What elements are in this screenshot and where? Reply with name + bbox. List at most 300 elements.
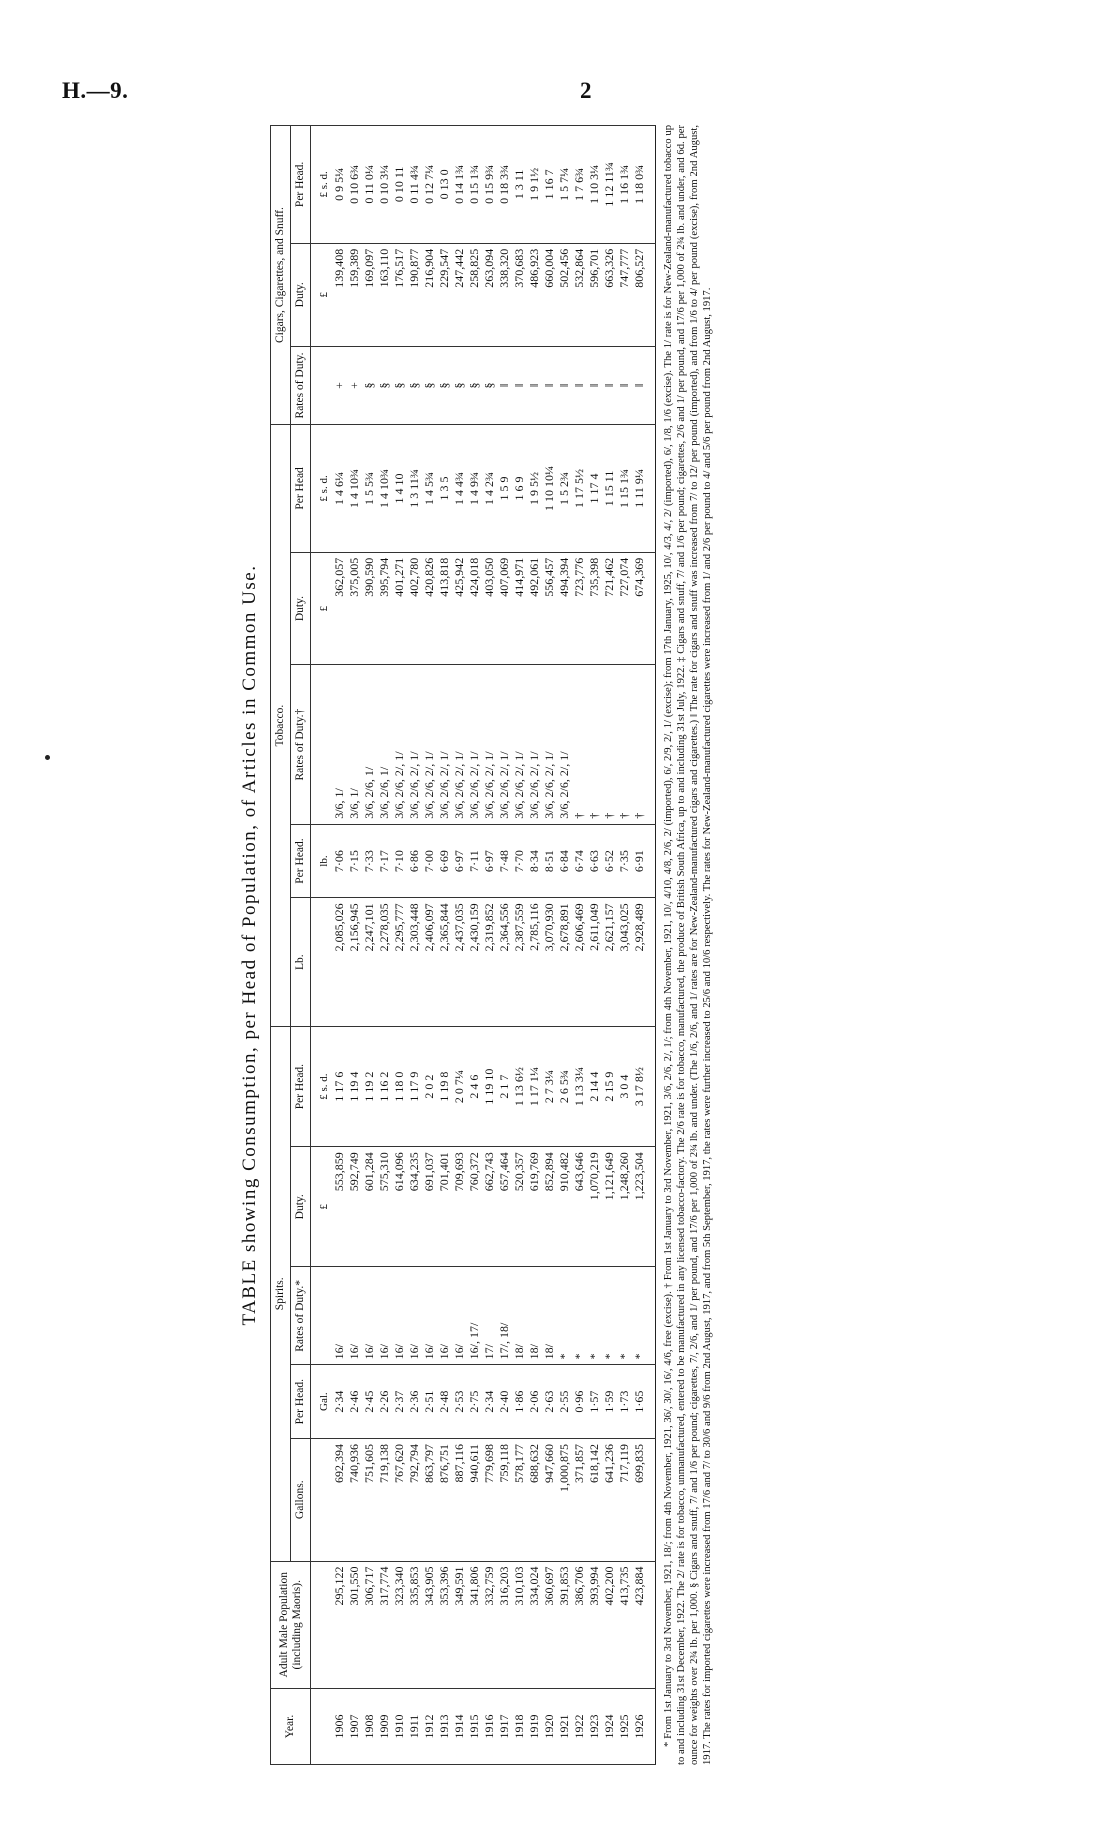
cell-tobacco-per-head: 7·15	[347, 824, 362, 898]
cell-cigars-rates: ‖	[572, 346, 587, 424]
cell-cigars-per-head: 0 11 4¾	[407, 126, 422, 244]
cell-cigars-rates: ‖	[587, 346, 602, 424]
cell-spirits-duty-per-head: 1 19 10	[482, 1027, 497, 1147]
table-row	[422, 126, 437, 1765]
cell-spirits-duty: 592,749	[347, 1147, 362, 1267]
cell-spirits-per-head: 2·40	[497, 1365, 512, 1439]
cell-tobacco-rates: 3/6, 1/	[332, 665, 347, 824]
cell-tobacco-duty: 407,069	[497, 552, 512, 665]
cell-tobacco-rates: 3/6, 2/6, 2/, 1/	[542, 665, 557, 824]
cell-year: 1925	[617, 1689, 632, 1765]
cell-tobacco-rates: 3/6, 2/6, 2/, 1/	[557, 665, 572, 824]
cell-year: 1910	[392, 1689, 407, 1765]
cell-cigars-rates: ‖	[617, 346, 632, 424]
cell-cigars-rates: ‖	[557, 346, 572, 424]
cell-population: 349,591	[452, 1561, 467, 1688]
cell-tobacco-per-head: 6·63	[587, 824, 602, 898]
cell-population: 332,759	[482, 1561, 497, 1688]
cell-cigars-per-head: 1 7 6¾	[572, 126, 587, 244]
cell-cigars-per-head: 0 10 3¼	[377, 126, 392, 244]
cell-tobacco-lb: 2,621,157	[602, 898, 617, 1027]
cell-population: 391,853	[557, 1561, 572, 1688]
cell-tobacco-per-head: 6·86	[407, 824, 422, 898]
cell-spirits-gallons: 887,116	[452, 1438, 467, 1561]
cell-tobacco-lb: 2,606,469	[572, 898, 587, 1027]
table-row	[497, 126, 512, 1765]
cell-tobacco-rates: 3/6, 2/6, 2/, 1/	[422, 665, 437, 824]
cell-spirits-per-head: 2·51	[422, 1365, 437, 1439]
cell-spirits-duty: 575,310	[377, 1147, 392, 1267]
cell-cigars-rates: §	[482, 346, 497, 424]
cell-cigars-rates: ‖	[527, 346, 542, 424]
cell-spirits-duty-per-head: 3 17 8½	[632, 1027, 656, 1147]
cell-cigars-rates: §	[362, 346, 377, 424]
cell-tobacco-duty: 721,462	[602, 552, 617, 665]
cell-spirits-duty: 709,693	[452, 1147, 467, 1267]
cell-tobacco-duty-per-head: 1 9 5½	[527, 425, 542, 553]
group-cigars: Cigars, Cigarettes, and Snuff.	[271, 126, 291, 425]
cell-population: 334,024	[527, 1561, 542, 1688]
cell-cigars-duty: 486,923	[527, 243, 542, 346]
unit-label: £ s. d.	[311, 126, 333, 244]
cell-tobacco-duty-per-head: 1 6 9	[512, 425, 527, 553]
cell-spirits-gallons: 371,857	[572, 1438, 587, 1561]
cell-tobacco-duty: 414,971	[512, 552, 527, 665]
cell-tobacco-duty-per-head: 1 4 9¾	[467, 425, 482, 553]
cell-spirits-rates: 16/	[407, 1267, 422, 1365]
cell-population: 295,122	[332, 1561, 347, 1688]
cell-cigars-rates: §	[392, 346, 407, 424]
table-row	[452, 126, 467, 1765]
cell-spirits-duty: 614,096	[392, 1147, 407, 1267]
col-year: Year.	[271, 1689, 311, 1765]
table-row	[557, 126, 572, 1765]
cell-cigars-duty: 660,004	[542, 243, 557, 346]
cell-cigars-duty: 338,320	[497, 243, 512, 346]
cell-spirits-rates: 18/	[542, 1267, 557, 1365]
cell-tobacco-rates: †	[572, 665, 587, 824]
table-row	[617, 126, 632, 1765]
cell-spirits-gallons: 779,698	[482, 1438, 497, 1561]
cell-tobacco-duty: 403,050	[482, 552, 497, 665]
cell-tobacco-duty: 492,061	[527, 552, 542, 665]
col-population: Adult Male Population (including Maoris).	[271, 1561, 311, 1688]
cell-spirits-duty-per-head: 1 17 1¼	[527, 1027, 542, 1147]
cell-spirits-gallons: 699,835	[632, 1438, 656, 1561]
cell-year: 1911	[407, 1689, 422, 1765]
col-cigars-per-head: Per Head.	[291, 126, 311, 244]
cell-tobacco-duty-per-head: 1 17 5½	[572, 425, 587, 553]
cell-spirits-per-head: 2·75	[467, 1365, 482, 1439]
cell-tobacco-duty: 401,271	[392, 552, 407, 665]
cell-tobacco-lb: 2,437,035	[452, 898, 467, 1027]
cell-tobacco-duty: 375,005	[347, 552, 362, 665]
cell-cigars-duty: 159,389	[347, 243, 362, 346]
cell-population: 360,697	[542, 1561, 557, 1688]
cell-tobacco-lb: 3,070,930	[542, 898, 557, 1027]
cell-tobacco-duty: 723,776	[572, 552, 587, 665]
cell-tobacco-lb: 2,365,844	[437, 898, 452, 1027]
cell-spirits-duty-per-head: 2 0 7¼	[452, 1027, 467, 1147]
cell-spirits-duty: 1,070,219	[587, 1147, 602, 1267]
cell-spirits-gallons: 792,794	[407, 1438, 422, 1561]
cell-tobacco-duty: 362,057	[332, 552, 347, 665]
cell-year: 1906	[332, 1689, 347, 1765]
cell-tobacco-duty: 556,457	[542, 552, 557, 665]
cell-spirits-per-head: 2·53	[452, 1365, 467, 1439]
cell-tobacco-rates: †	[602, 665, 617, 824]
cell-tobacco-lb: 2,611,049	[587, 898, 602, 1027]
cell-cigars-per-head: 1 12 11¾	[602, 126, 617, 244]
cell-population: 393,994	[587, 1561, 602, 1688]
cell-tobacco-duty-per-head: 1 11 9¼	[632, 425, 656, 553]
table-row	[377, 126, 392, 1765]
cell-spirits-duty-per-head: 1 16 2	[377, 1027, 392, 1147]
cell-year: 1909	[377, 1689, 392, 1765]
cell-spirits-rates: 16/	[422, 1267, 437, 1365]
cell-spirits-gallons: 641,236	[602, 1438, 617, 1561]
cell-spirits-rates: 16/, 17/	[467, 1267, 482, 1365]
cell-tobacco-per-head: 7·33	[362, 824, 377, 898]
cell-spirits-duty: 619,769	[527, 1147, 542, 1267]
cell-cigars-duty: 263,094	[482, 243, 497, 346]
table-row	[572, 126, 587, 1765]
cell-tobacco-duty: 674,369	[632, 552, 656, 665]
cell-spirits-duty: 553,859	[332, 1147, 347, 1267]
cell-tobacco-rates: 3/6, 2/6, 1/	[377, 665, 392, 824]
cell-spirits-duty: 910,482	[557, 1147, 572, 1267]
group-tobacco: Tobacco.	[271, 425, 291, 1027]
cell-tobacco-rates: 3/6, 2/6, 2/, 1/	[482, 665, 497, 824]
cell-cigars-per-head: 0 10 6¾	[347, 126, 362, 244]
table-row	[332, 126, 347, 1765]
cell-cigars-rates: +	[347, 346, 362, 424]
cell-cigars-per-head: 1 16 7	[542, 126, 557, 244]
col-spirits-rates: Rates of Duty.*	[291, 1267, 311, 1365]
cell-year: 1914	[452, 1689, 467, 1765]
cell-population: 310,103	[512, 1561, 527, 1688]
cell-tobacco-lb: 2,387,559	[512, 898, 527, 1027]
cell-tobacco-duty-per-head: 1 4 5¾	[422, 425, 437, 553]
cell-population: 306,717	[362, 1561, 377, 1688]
cell-tobacco-per-head: 6·74	[572, 824, 587, 898]
cell-cigars-rates: §	[467, 346, 482, 424]
cell-spirits-per-head: 2·46	[347, 1365, 362, 1439]
table-title: TABLE showing Consumption, per Head of Population, of Articles in Common Use.	[239, 564, 260, 1326]
cell-tobacco-per-head: 6·69	[437, 824, 452, 898]
cell-tobacco-rates: 3/6, 2/6, 2/, 1/	[497, 665, 512, 824]
cell-tobacco-per-head: 7·35	[617, 824, 632, 898]
cell-tobacco-duty-per-head: 1 5 2¾	[557, 425, 572, 553]
cell-population: 316,203	[497, 1561, 512, 1688]
cell-year: 1916	[482, 1689, 497, 1765]
cell-tobacco-duty: 402,780	[407, 552, 422, 665]
cell-spirits-duty-per-head: 1 19 8	[437, 1027, 452, 1147]
cell-cigars-duty: 806,527	[632, 243, 656, 346]
table-row	[527, 126, 542, 1765]
cell-spirits-per-head: 0·96	[572, 1365, 587, 1439]
cell-cigars-rates: ‖	[632, 346, 656, 424]
cell-tobacco-duty-per-head: 1 5 5¾	[362, 425, 377, 553]
cell-cigars-duty: 163,110	[377, 243, 392, 346]
table-row	[392, 126, 407, 1765]
cell-tobacco-duty: 727,074	[617, 552, 632, 665]
page-number: 2	[580, 78, 592, 103]
cell-cigars-duty: 139,408	[332, 243, 347, 346]
cell-tobacco-duty: 424,018	[467, 552, 482, 665]
cell-cigars-per-head: 0 14 1¾	[452, 126, 467, 244]
cell-population: 402,200	[602, 1561, 617, 1688]
cell-tobacco-rates: 3/6, 2/6, 2/, 1/	[392, 665, 407, 824]
cell-spirits-per-head: 1·65	[632, 1365, 656, 1439]
cell-year: 1923	[587, 1689, 602, 1765]
cell-spirits-duty: 520,357	[512, 1147, 527, 1267]
cell-spirits-duty-per-head: 2 6 5¾	[557, 1027, 572, 1147]
cell-tobacco-per-head: 7·17	[377, 824, 392, 898]
cell-spirits-rates: 16/	[437, 1267, 452, 1365]
cell-cigars-per-head: 1 10 3¼	[587, 126, 602, 244]
col-spirits-duty: Duty.	[291, 1147, 311, 1267]
cell-cigars-per-head: 0 10 11	[392, 126, 407, 244]
cell-spirits-duty: 634,235	[407, 1147, 422, 1267]
rotated-table-block	[230, 125, 880, 1765]
cell-tobacco-duty: 425,942	[452, 552, 467, 665]
cell-spirits-rates: *	[587, 1267, 602, 1365]
table-row	[347, 126, 362, 1765]
cell-cigars-per-head: 0 9 5¼	[332, 126, 347, 244]
cell-year: 1921	[557, 1689, 572, 1765]
cell-cigars-duty: 502,456	[557, 243, 572, 346]
cell-cigars-per-head: 1 5 7¼	[557, 126, 572, 244]
table-row	[587, 126, 602, 1765]
cell-spirits-duty: 657,464	[497, 1147, 512, 1267]
cell-year: 1918	[512, 1689, 527, 1765]
cell-spirits-gallons: 876,751	[437, 1438, 452, 1561]
cell-spirits-gallons: 759,118	[497, 1438, 512, 1561]
cell-spirits-duty: 662,743	[482, 1147, 497, 1267]
cell-tobacco-lb: 2,085,026	[332, 898, 347, 1027]
cell-tobacco-lb: 2,785,116	[527, 898, 542, 1027]
cell-spirits-gallons: 751,605	[362, 1438, 377, 1561]
cell-tobacco-lb: 2,678,891	[557, 898, 572, 1027]
cell-cigars-duty: 258,825	[467, 243, 482, 346]
cell-spirits-rates: *	[572, 1267, 587, 1365]
cell-year: 1926	[632, 1689, 656, 1765]
unit-label: lb.	[311, 824, 333, 898]
cell-tobacco-per-head: 6·91	[632, 824, 656, 898]
cell-spirits-duty-per-head: 3 0 4	[617, 1027, 632, 1147]
table-row	[467, 126, 482, 1765]
cell-tobacco-duty-per-head: 1 17 4	[587, 425, 602, 553]
cell-tobacco-lb: 3,043,025	[617, 898, 632, 1027]
cell-tobacco-duty-per-head: 1 4 4¾	[452, 425, 467, 553]
cell-tobacco-rates: 3/6, 2/6, 2/, 1/	[452, 665, 467, 824]
cell-tobacco-duty-per-head: 1 5 9	[497, 425, 512, 553]
cell-cigars-duty: 532,864	[572, 243, 587, 346]
unit-label: £	[311, 1147, 333, 1267]
cell-tobacco-rates: †	[617, 665, 632, 824]
cell-spirits-duty-per-head: 1 19 2	[362, 1027, 377, 1147]
cell-cigars-per-head: 1 18 0¾	[632, 126, 656, 244]
cell-tobacco-duty-per-head: 1 4 10¾	[377, 425, 392, 553]
cell-spirits-gallons: 767,620	[392, 1438, 407, 1561]
cell-population: 341,806	[467, 1561, 482, 1688]
cell-spirits-rates: 18/	[512, 1267, 527, 1365]
cell-tobacco-duty: 735,398	[587, 552, 602, 665]
cell-population: 423,884	[632, 1561, 656, 1688]
cell-cigars-rates: ‖	[542, 346, 557, 424]
cell-tobacco-rates: 3/6, 2/6, 2/, 1/	[527, 665, 542, 824]
cell-cigars-duty: 247,442	[452, 243, 467, 346]
table-row	[362, 126, 377, 1765]
cell-year: 1912	[422, 1689, 437, 1765]
cell-tobacco-per-head: 7·10	[392, 824, 407, 898]
cell-tobacco-duty-per-head: 1 15 1¾	[617, 425, 632, 553]
cell-tobacco-per-head: 6·97	[482, 824, 497, 898]
cell-spirits-gallons: 688,632	[527, 1438, 542, 1561]
table-row	[482, 126, 497, 1765]
table-row	[632, 126, 656, 1765]
units-row	[311, 126, 333, 1765]
cell-spirits-per-head: 2·37	[392, 1365, 407, 1439]
cell-spirits-per-head: 1·73	[617, 1365, 632, 1439]
col-cigars-rates: Rates of Duty.	[291, 346, 311, 424]
cell-tobacco-rates: 3/6, 2/6, 2/, 1/	[467, 665, 482, 824]
cell-spirits-rates: 16/	[347, 1267, 362, 1365]
footnote-text: * From 1st January to 3rd November, 1921, 18/; from 4th November, 1921, 36/, 30/, 16/, 4/6, free (excise). † From 1st January to 3rd November, 1921, 3/6, 2/6, 2/, 1/; from 4th November, 1921, 10/, 4/10, 4/8, 2/6, 2/ (imported), 6/, 2/9, 2/, 1/ (excise); from 17th January, 1925, 10/, 4/3, 4/, 2/ (imported), 6/, 1/8, 1/6 (excise). The 1/ rate is for New-Zealand-manufactured tobacco up to and including 31st December, 1922. The 2/ rate is for tobacco, unmanufactured, entered to be manufactured in any licensed tobacco-factory. The 2/6 rate is for tobacco, manufactured, the produce of British South Africa, up to and including 31st July, 1922. ‡ Cigars and snuff, 7/ and 1/6 per pound; cigarettes, 2/6 and 1/ per pound, and 17/6 per 1,000 of 2¾ lb. and under, and 6d. per ounce for weights over 2¾ lb. per 1,000. § Cigars and snuff, 7/ and 1/6 per pound; cigarettes, 7/, 2/6, and 1/ per pound, and 17/6 per 1,000 of 2¾ lb. and under. (The 1/6, 2/6, and 1/ rates are for New-Zealand-manufactured cigars and cigarettes.) ‖ The rate for cigars and snuff was increased from 7/ to 12/ per pound (imported), and from 1/6 to 4/ per pound (excise), from 2nd August, 1917. The rates for imported cigarettes were increased from 17/6 and 7/ to 30/6 and 9/6 from 2nd August, 1917, and from 5th September, 1917, the rates were further increased to 25/6 and 10/6 respectively. The rates for New-Zealand-manufactured cigarettes were increased from 1/ and 2/6 per pound to 4/ and 5/6 per pound from 2nd August, 1917.	[663, 125, 713, 1765]
cell-cigars-rates: §	[407, 346, 422, 424]
group-spirits: Spirits.	[271, 1027, 291, 1561]
cell-spirits-duty-per-head: 1 13 3¼	[572, 1027, 587, 1147]
cell-tobacco-per-head: 7·00	[422, 824, 437, 898]
cell-spirits-rates: *	[632, 1267, 656, 1365]
cell-tobacco-lb: 2,430,159	[467, 898, 482, 1027]
cell-cigars-rates: +	[332, 346, 347, 424]
cell-year: 1920	[542, 1689, 557, 1765]
cell-cigars-duty: 176,517	[392, 243, 407, 346]
cell-spirits-per-head: 2·48	[437, 1365, 452, 1439]
cell-tobacco-lb: 2,364,556	[497, 898, 512, 1027]
col-spirits-duty-per-head: Per Head.	[291, 1027, 311, 1147]
unit-label: £ s. d.	[311, 1027, 333, 1147]
cell-spirits-per-head: 1·59	[602, 1365, 617, 1439]
cell-spirits-gallons: 1,000,875	[557, 1438, 572, 1561]
cell-spirits-rates: *	[617, 1267, 632, 1365]
table-row	[407, 126, 422, 1765]
cell-population: 317,774	[377, 1561, 392, 1688]
cell-cigars-duty: 216,904	[422, 243, 437, 346]
cell-spirits-rates: *	[602, 1267, 617, 1365]
cell-tobacco-duty-per-head: 1 3 11¾	[407, 425, 422, 553]
cell-tobacco-lb: 2,295,777	[392, 898, 407, 1027]
cell-spirits-duty-per-head: 2 1 7	[497, 1027, 512, 1147]
cell-spirits-gallons: 578,177	[512, 1438, 527, 1561]
cell-cigars-per-head: 0 13 0	[437, 126, 452, 244]
cell-year: 1917	[497, 1689, 512, 1765]
col-spirits-per-head: Per Head.	[291, 1365, 311, 1439]
cell-cigars-per-head: 0 18 3¾	[497, 126, 512, 244]
cell-tobacco-duty: 420,826	[422, 552, 437, 665]
cell-year: 1919	[527, 1689, 542, 1765]
cell-tobacco-per-head: 6·97	[452, 824, 467, 898]
cell-tobacco-per-head: 6·84	[557, 824, 572, 898]
cell-tobacco-duty-per-head: 1 15 11	[602, 425, 617, 553]
cell-tobacco-per-head: 7·70	[512, 824, 527, 898]
cell-tobacco-lb: 2,156,945	[347, 898, 362, 1027]
cell-cigars-duty: 663,326	[602, 243, 617, 346]
cell-cigars-duty: 169,097	[362, 243, 377, 346]
cell-spirits-duty-per-head: 1 18 0	[392, 1027, 407, 1147]
cell-spirits-per-head: 2·34	[332, 1365, 347, 1439]
cell-cigars-per-head: 0 11 0¼	[362, 126, 377, 244]
cell-cigars-per-head: 0 15 9¾	[482, 126, 497, 244]
cell-spirits-duty: 643,646	[572, 1147, 587, 1267]
col-tobacco-duty: Duty.	[291, 552, 311, 665]
cell-population: 301,550	[347, 1561, 362, 1688]
cell-cigars-duty: 370,683	[512, 243, 527, 346]
cell-tobacco-lb: 2,406,097	[422, 898, 437, 1027]
cell-tobacco-rates: 3/6, 2/6, 2/, 1/	[407, 665, 422, 824]
cell-spirits-rates: 17/, 18/	[497, 1267, 512, 1365]
cell-year: 1913	[437, 1689, 452, 1765]
cell-spirits-per-head: 2·63	[542, 1365, 557, 1439]
cell-tobacco-duty-per-head: 1 4 2¾	[482, 425, 497, 553]
cell-spirits-per-head: 2·36	[407, 1365, 422, 1439]
cell-cigars-duty: 747,777	[617, 243, 632, 346]
cell-cigars-rates: §	[452, 346, 467, 424]
cell-tobacco-duty-per-head: 1 4 10	[392, 425, 407, 553]
cell-spirits-duty: 852,894	[542, 1147, 557, 1267]
cell-tobacco-duty: 395,794	[377, 552, 392, 665]
cell-population: 413,735	[617, 1561, 632, 1688]
cell-spirits-gallons: 618,142	[587, 1438, 602, 1561]
cell-tobacco-duty: 413,818	[437, 552, 452, 665]
cell-tobacco-per-head: 7·11	[467, 824, 482, 898]
cell-tobacco-rates: †	[587, 665, 602, 824]
cell-tobacco-lb: 2,303,448	[407, 898, 422, 1027]
cell-cigars-per-head: 0 15 1¾	[467, 126, 482, 244]
cell-spirits-gallons: 692,394	[332, 1438, 347, 1561]
cell-population: 323,340	[392, 1561, 407, 1688]
cell-year: 1915	[467, 1689, 482, 1765]
cell-spirits-duty: 760,372	[467, 1147, 482, 1267]
cell-cigars-per-head: 1 9 1½	[527, 126, 542, 244]
cell-spirits-gallons: 940,611	[467, 1438, 482, 1561]
unit-label: £	[311, 552, 333, 665]
unit-label: £ s. d.	[311, 425, 333, 553]
cell-spirits-rates: 16/	[377, 1267, 392, 1365]
cell-year: 1922	[572, 1689, 587, 1765]
cell-cigars-per-head: 0 12 7¼	[422, 126, 437, 244]
cell-tobacco-duty-per-head: 1 3 5	[437, 425, 452, 553]
unit-label: Gal.	[311, 1365, 333, 1439]
cell-spirits-duty: 701,401	[437, 1147, 452, 1267]
cell-spirits-duty-per-head: 1 17 6	[332, 1027, 347, 1147]
cell-spirits-duty: 691,037	[422, 1147, 437, 1267]
cell-spirits-duty-per-head: 2 0 2	[422, 1027, 437, 1147]
cell-spirits-duty-per-head: 2 15 9	[602, 1027, 617, 1147]
cell-cigars-duty: 229,547	[437, 243, 452, 346]
cell-population: 335,853	[407, 1561, 422, 1688]
cell-tobacco-duty-per-head: 1 10 10¼	[542, 425, 557, 553]
cell-spirits-gallons: 863,797	[422, 1438, 437, 1561]
cell-tobacco-per-head: 8·34	[527, 824, 542, 898]
cell-year: 1924	[602, 1689, 617, 1765]
cell-spirits-gallons: 717,119	[617, 1438, 632, 1561]
cell-tobacco-rates: 3/6, 2/6, 2/, 1/	[437, 665, 452, 824]
cell-spirits-per-head: 2·26	[377, 1365, 392, 1439]
cell-spirits-rates: 16/	[392, 1267, 407, 1365]
